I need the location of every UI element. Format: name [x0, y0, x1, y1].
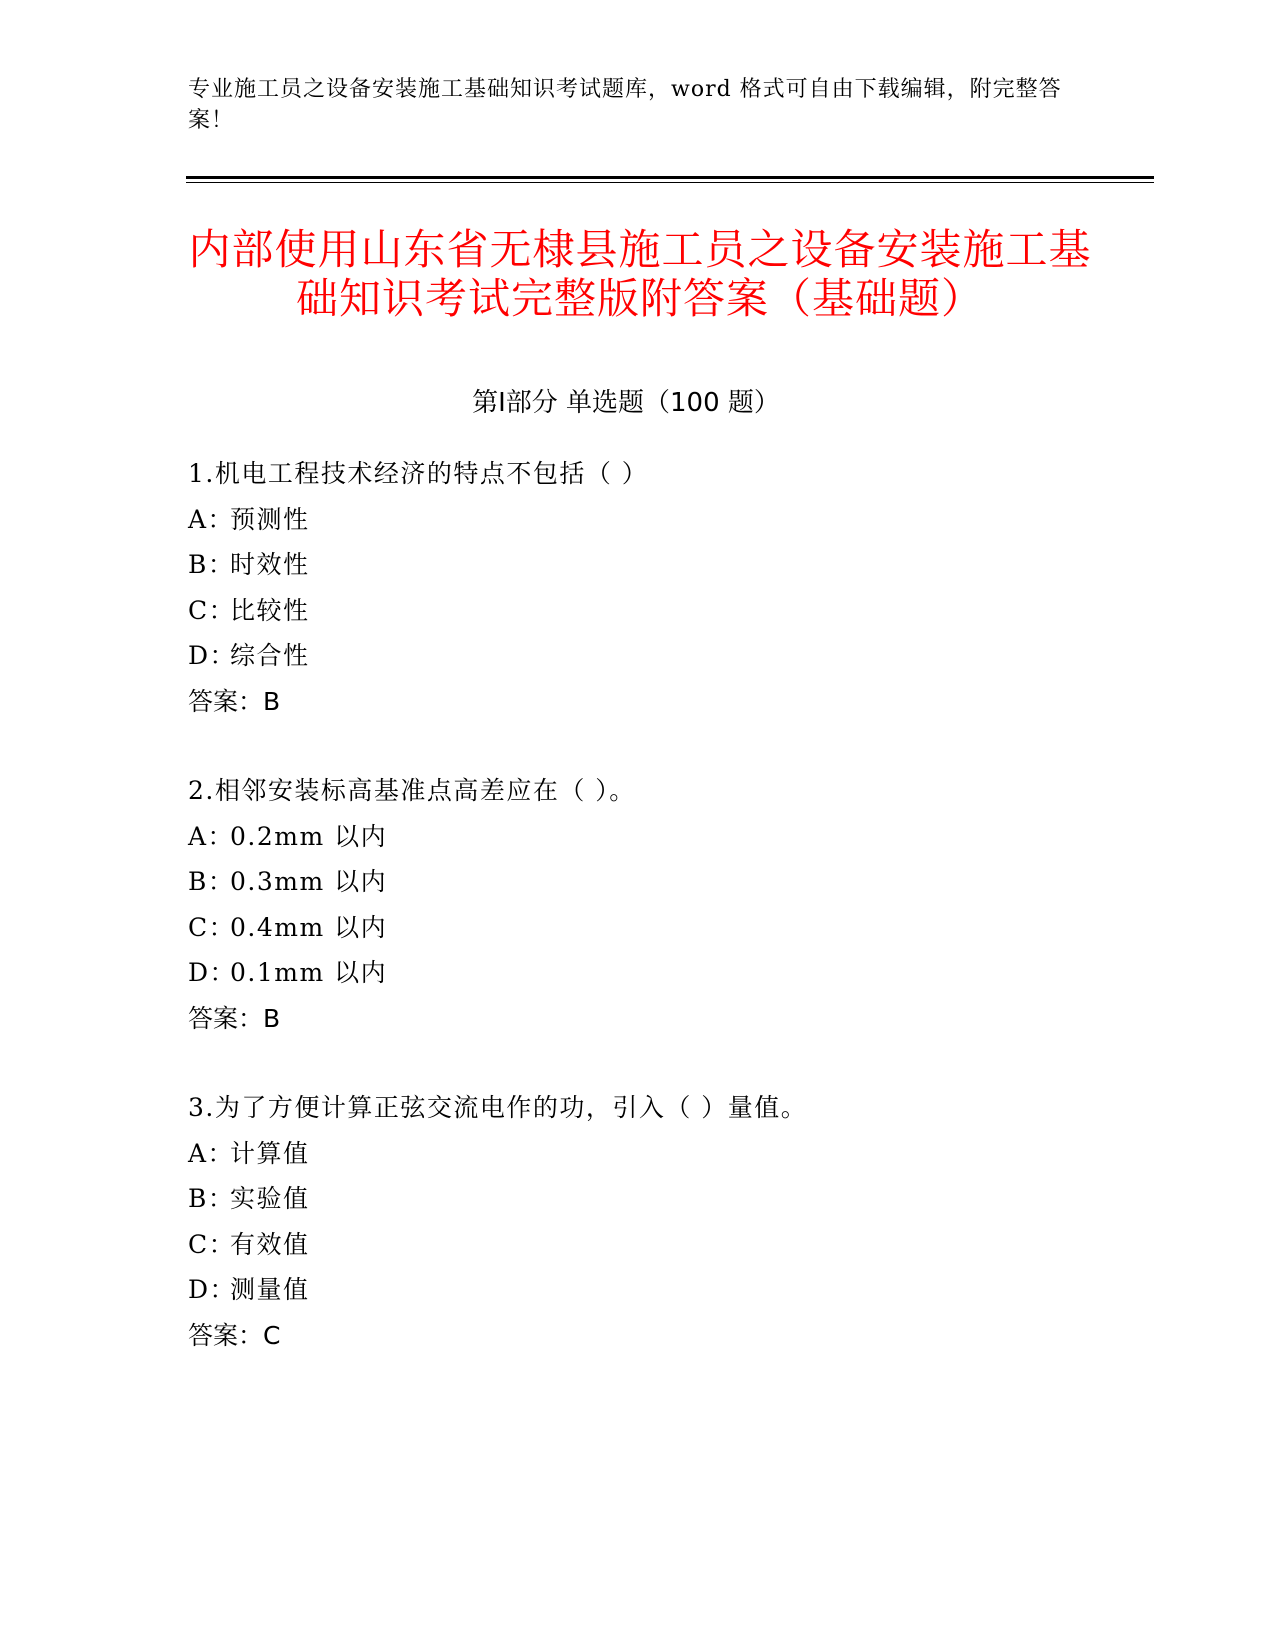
- answer-line: 答案：B: [188, 1003, 281, 1033]
- option-key: D：: [188, 1275, 237, 1304]
- option-text: 有效值: [230, 1229, 310, 1259]
- header-rule-thin: [186, 182, 1154, 183]
- option-key: A：: [188, 821, 235, 851]
- option-key: B：: [188, 867, 235, 896]
- question-stem: 2.相邻安装标高基准点高差应在（ ）。: [188, 776, 636, 805]
- option-key: C：: [188, 912, 236, 942]
- option-key: B：: [188, 1184, 235, 1213]
- option-text: 0.3mm 以内: [230, 867, 388, 896]
- question-block: [188, 773, 1088, 1046]
- option-text: 时效性: [230, 550, 310, 579]
- option-a: [188, 502, 1088, 548]
- question-stem: 1.机电工程技术经济的特点不包括（ ）: [188, 459, 649, 488]
- option-text: 预测性: [230, 504, 310, 534]
- option-text: 0.4mm 以内: [230, 912, 388, 942]
- option-text: 综合性: [230, 641, 310, 670]
- document-title: 内部使用山东省无棣县施工员之设备安装施工基础知识考试完整版附答案（基础题）: [188, 225, 1092, 323]
- option-a: [188, 819, 1088, 865]
- question-stem: 3.为了方便计算正弦交流电作的功，引入（ ）量值。: [188, 1093, 808, 1122]
- option-key: C：: [188, 1229, 236, 1259]
- header-rule-thick: [186, 176, 1154, 179]
- option-text: 测量值: [230, 1275, 310, 1304]
- option-c: [188, 1227, 1088, 1273]
- option-b: [188, 1181, 1088, 1227]
- header-note: 专业施工员之设备安装施工基础知识考试题库，word 格式可自由下载编辑，附完整答案！: [188, 77, 1062, 133]
- option-d: [188, 1272, 1088, 1318]
- option-text: 实验值: [230, 1184, 310, 1213]
- option-a: [188, 1136, 1088, 1182]
- answer-line: 答案：C: [188, 1320, 281, 1350]
- question-block: [188, 456, 1088, 729]
- option-key: A：: [188, 1138, 235, 1168]
- option-text: 计算值: [230, 1138, 310, 1168]
- option-d: [188, 638, 1088, 684]
- option-key: B：: [188, 550, 235, 579]
- option-key: D：: [188, 958, 237, 987]
- option-text: 比较性: [230, 595, 310, 625]
- option-c: [188, 910, 1088, 956]
- section-heading: 第Ⅰ部分 单选题（100 题）: [472, 388, 780, 418]
- option-text: 0.1mm 以内: [230, 958, 388, 987]
- option-b: [188, 864, 1088, 910]
- question-block: [188, 1090, 1088, 1363]
- option-key: D：: [188, 641, 237, 670]
- option-key: A：: [188, 504, 235, 534]
- option-b: [188, 547, 1088, 593]
- option-text: 0.2mm 以内: [230, 821, 388, 851]
- option-c: [188, 593, 1088, 639]
- answer-line: 答案：B: [188, 686, 281, 716]
- option-d: [188, 955, 1088, 1001]
- option-key: C：: [188, 595, 236, 625]
